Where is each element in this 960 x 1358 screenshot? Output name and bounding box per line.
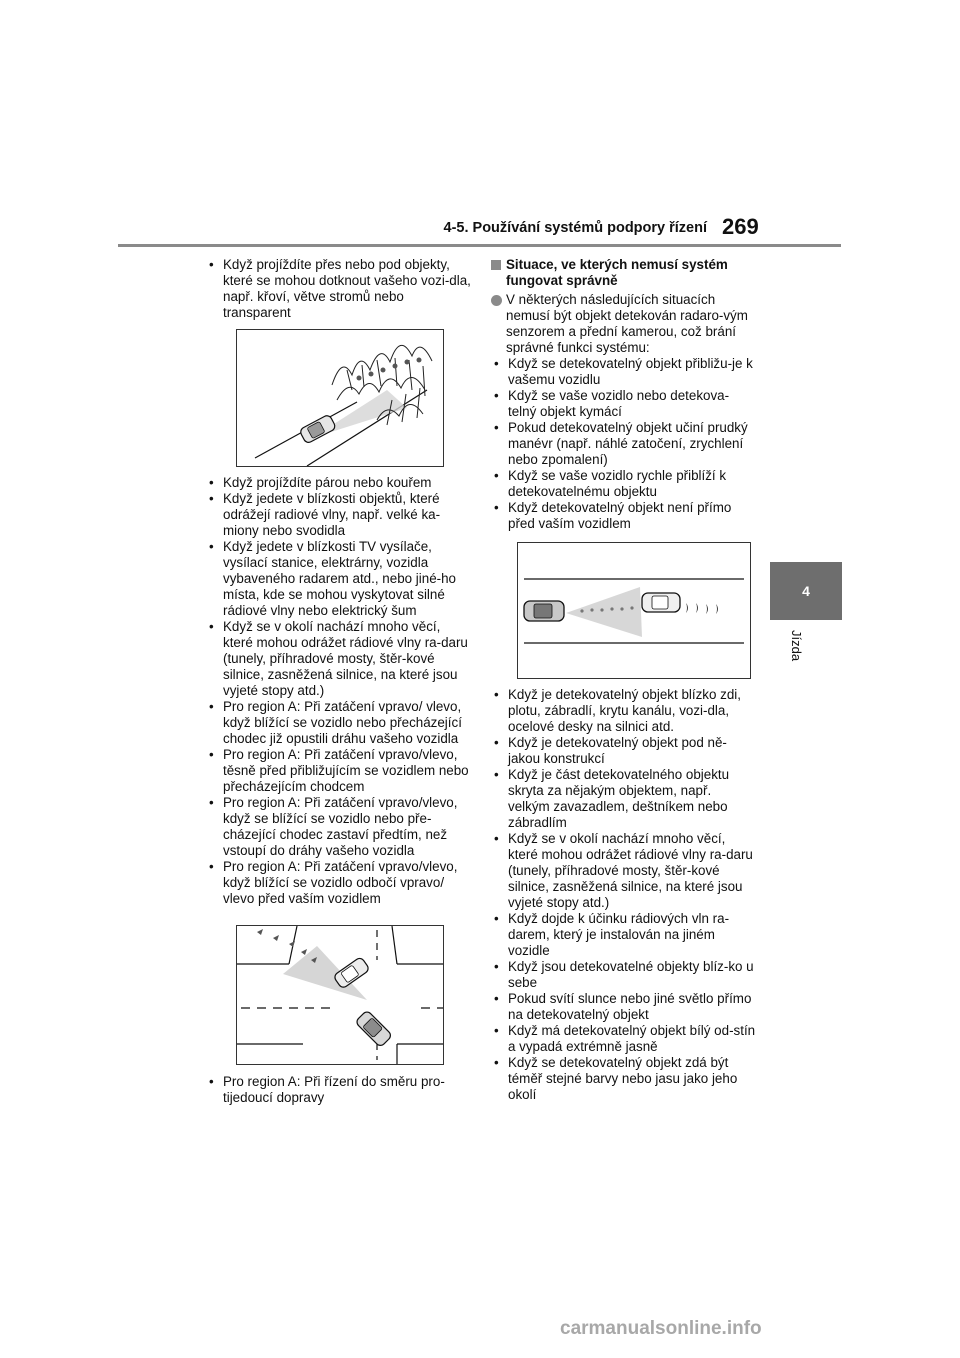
- section-title: 4-5. Používání systémů podpory řízení: [443, 220, 707, 236]
- left-column: [206, 257, 471, 1106]
- list-item: • Když jsou detekovatelné objekty blíz-ko u sebe: [491, 959, 756, 991]
- list-item: • Když se v okolí nachází mnoho věcí, které mohou odrážet rádiové vlny ra-daru (tunely, příhradové mosty, štěr-kové silnice, zasněžená silnice, na které jsou vyjeté stopy atd.): [491, 831, 756, 911]
- list-item: • Když detekovatelný objekt není přímo před vaším vozidlem: [491, 500, 756, 532]
- list-item: • Když projíždíte párou nebo kouřem: [206, 475, 471, 491]
- chapter-label: Jízda: [789, 630, 804, 662]
- section-heading: Situace, ve kterých nemusí systém fungovat správně: [491, 257, 756, 289]
- intro-item: V některých následujících situacích nemusí být objekt detekován radaro-vým senzorem a přední kamerou, což brání správné funkci systému:: [491, 292, 756, 356]
- figure-lane-offset: [517, 542, 751, 679]
- square-bullet-icon: [491, 260, 501, 270]
- list-item: • Když jedete v blízkosti TV vysílače, vysílací stanice, elektrárny, vozidla vybaveného radarem atd., nebo jiné-ho místa, kde se mohou vyskytovat silné rádiové vlny nebo elektrický šum: [206, 539, 471, 619]
- list-item: • Když se vaše vozidlo rychle přiblíží k detekovatelnému objektu: [491, 468, 756, 500]
- right-list-b: [491, 687, 756, 1103]
- list-item: • Pro region A: Při zatáčení vpravo/vlevo, když blížící se vozidlo odbočí vpravo/ vlevo před vaším vozidlem: [206, 859, 471, 907]
- list-item: • Když je detekovatelný objekt pod ně-jakou konstrukcí: [491, 735, 756, 767]
- list-item: • Když projíždíte přes nebo pod objekty, které se mohou dotknout vašeho vozi-dla, např. křoví, větve stromů nebo transparent: [206, 257, 471, 321]
- page-number: 269: [722, 214, 759, 239]
- list-item: • Když se detekovatelný objekt zdá být téměř stejné barvy nebo jasu jako jeho okolí: [491, 1055, 756, 1103]
- list-item: • Když se detekovatelný objekt přibližu-je k vašemu vozidlu: [491, 356, 756, 388]
- list-item: • Pokud detekovatelný objekt učiní prudký manévr (např. náhlé zatočení, zrychlení nebo zpomalení): [491, 420, 756, 468]
- figure-intersection-turn: [236, 925, 444, 1065]
- header-divider: [118, 244, 841, 247]
- list-item: • Když se v okolí nachází mnoho věcí, které mohou odrážet rádiové vlny ra-daru (tunely, příhradové mosty, štěr-kové silnice, zasněžená silnice, na které jsou vyjeté stopy atd.): [206, 619, 471, 699]
- right-list-a: [491, 356, 756, 532]
- list-item: • Když jedete v blízkosti objektů, které odrážejí radiové vlny, např. velké ka-miony nebo svodidla: [206, 491, 471, 539]
- list-item: • Když dojde k účinku rádiových vln ra-darem, který je instalován na jiném vozidle: [491, 911, 756, 959]
- right-column: [491, 257, 756, 1103]
- list-item: • Když je část detekovatelného objektu skryta za nějakým objektem, např. velkým zavazadlem, deštníkem nebo zábradlím: [491, 767, 756, 831]
- list-item: • Když je detekovatelný objekt blízko zdi, plotu, zábradlí, krytu kanálu, vozi-dla, ocelové desky na silnici atd.: [491, 687, 756, 735]
- left-list-c: [206, 1074, 471, 1106]
- list-item: • Pokud svítí slunce nebo jiné světlo přímo na detekovatelný objekt: [491, 991, 756, 1023]
- circle-bullet-icon: [491, 295, 502, 306]
- list-item: • Pro region A: Při zatáčení vpravo/vlevo, když se blížící se vozidlo nebo pře-cházející chodec zastaví předtím, než vstoupí do dráhy vašeho vozidla: [206, 795, 471, 859]
- list-item: • Když se vaše vozidlo nebo detekova-telný objekt kymácí: [491, 388, 756, 420]
- left-list-a: [206, 257, 471, 321]
- branches-illustration: [237, 330, 443, 466]
- chapter-tab: 4: [770, 562, 842, 620]
- lane-offset-illustration: [518, 543, 750, 678]
- left-list-b: [206, 475, 471, 907]
- list-item: • Když má detekovatelný objekt bílý od-stín a vypadá extrémně jasně: [491, 1023, 756, 1055]
- list-item: • Pro region A: Při zatáčení vpravo/vlevo, těsně před přibližujícím se vozidlem nebo přecházejícím chodcem: [206, 747, 471, 795]
- list-item: • Pro region A: Při řízení do směru pro-tijedoucí dopravy: [206, 1074, 471, 1106]
- intersection-illustration: [237, 926, 443, 1064]
- watermark: carmanualsonline.info: [560, 1318, 762, 1339]
- figure-branches-overhead: [236, 329, 444, 467]
- list-item: • Pro region A: Při zatáčení vpravo/ vlevo, když blížící se vozidlo nebo přecházející chodec již opustili dráhu vašeho vozidla: [206, 699, 471, 747]
